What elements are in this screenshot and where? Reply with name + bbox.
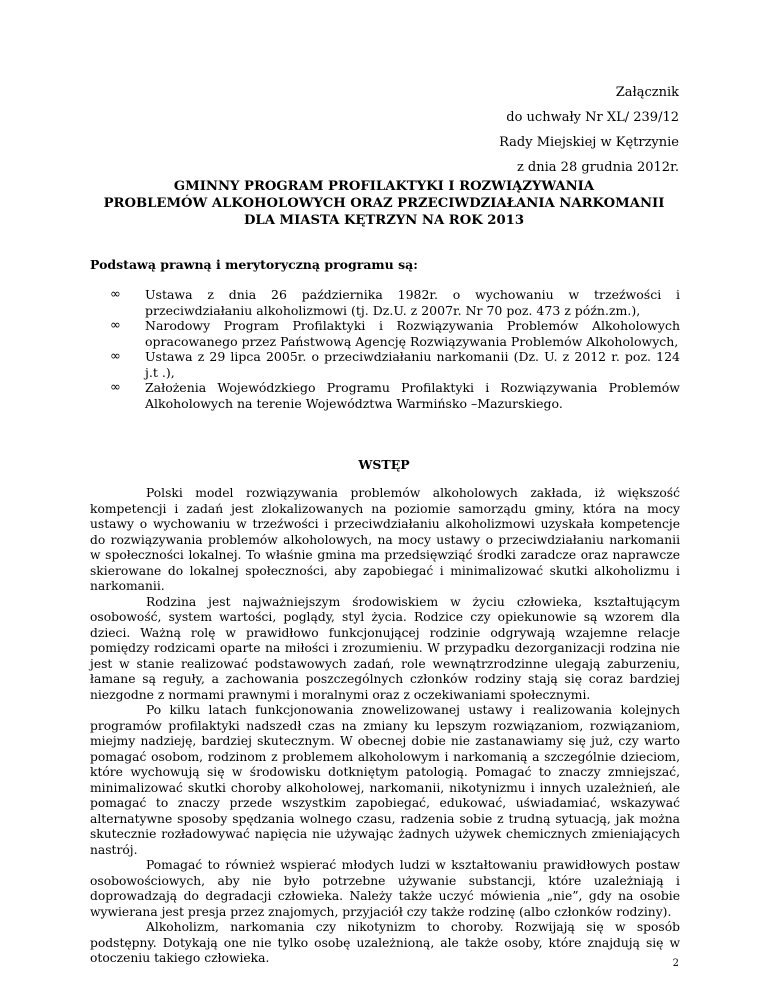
intro-heading: WSTĘP [358, 457, 410, 472]
attachment-label: Załącznik [615, 85, 679, 100]
infinity-bullet-icon: ∞ [110, 318, 121, 333]
list-item [90, 349, 680, 380]
paragraph: Po kilku latach funkcjonowania znowelizowanej ustawy i realizowania kolejnych programów profilaktyki nadszedł czas na zmiany ku lepszym rozwiązaniom, rozwiązaniom, miejmy nadzieję, bardziej skutecznym. W obecnej dobie nie zastanawiamy się już, czy warto pomagać osobom, rodzinom z problemem alkoholowym i narkomanią a szczególnie dzieciom, które wychowują się w środowisku dotkniętym patologią. Pomagać to znaczy zmniejszać, minimalizować skutki choroby alkoholowej, narkomanii, nikotynizmu i innych uzależnień, ale pomagać to znaczy przede wszystkim zapobiegać, edukować, uświadamiać, wskazywać alternatywne sposoby spędzania wolnego czasu, radzenia sobie z trudną sytuacją, jak można skutecznie rozładowywać napięcia nie używając żadnych używek chemicznych zmieniających nastrój. [90, 703, 680, 857]
paragraph: Pomagać to również wspierać młodych ludzi w kształtowaniu prawidłowych postaw osobowościowych, aby nie było potrzebne używanie substancji, które uzależniają i doprowadzają do degradacji człowieka. Należy także uczyć mówienia „nie”, gdy na osobie wywierana jest presja przez znajomych, przyjaciół czy także rodzinę (albo członków rodziny). [90, 858, 680, 919]
title-line: PROBLEMÓW ALKOHOLOWYCH ORAZ PRZECIWDZIAŁANIA NARKOMANII [103, 196, 665, 211]
title-line: GMINNY PROGRAM PROFILAKTYKI I ROZWIĄZYWANIA [173, 179, 595, 194]
paragraph: Rodzina jest najważniejszym środowiskiem w życiu człowieka, kształtującym osobowość, system wartości, poglądy, styl życia. Rodzice czy opiekunowie są wzorem dla dzieci. Ważną rolę w prawidłowo funkcjonującej rodzinie odgrywają wzajemne relacje pomiędzy rodzicami oparte na miłości i zrozumieniu. W przypadku dezorganizacji rodzina nie jest w stanie realizować podstawowych zadań, role wewnątrzrodzinne ulegają zaburzeniu, łamane są reguły, a zachowania poszczególnych członków rodziny stają się coraz bardziej niezgodne z normami prawnymi i moralnymi oraz z oczekiwaniami społecznymi. [90, 594, 680, 702]
list-item-text: Ustawa z 29 lipca 2005r. o przeciwdziałaniu narkomanii (Dz. U. z 2012 r. poz. 124 j.t .), [145, 349, 680, 380]
list-item-text: Ustawa z dnia 26 października 1982r. o wychowaniu w trzeźwości i przeciwdziałaniu alkoholizmowi (tj. Dz.U. z 2007r. Nr 70 poz. 473 z późn.zm.), [145, 287, 680, 318]
attachment-note [419, 80, 679, 180]
legal-basis-list [90, 287, 680, 411]
resolution-number: do uchwały Nr XL/ 239/12 [506, 110, 679, 125]
list-item [90, 380, 680, 411]
council-name: Rady Miejskiej w Kętrzynie [499, 135, 679, 150]
paragraph: Polski model rozwiązywania problemów alkoholowych zakłada, iż większość kompetencji i zadań jest zlokalizowanych na poziomie samorządu gminy, która na mocy ustawy o wychowaniu w trzeźwości i przeciwdziałaniu alkoholizmowi uzyskała kompetencje do rozwiązywania problemów alkoholowych, na mocy ustawy o przeciwdziałaniu narkomanii w społeczności lokalnej. To właśnie gmina ma przedsięwziąć środki zaradcze oraz naprawcze skierowane do lokalnej społeczności, aby zapobiegać i minimalizować skutki alkoholizmu i narkomanii. [90, 486, 680, 593]
intro-body [90, 486, 680, 967]
list-item [90, 318, 680, 349]
document-title [90, 178, 678, 229]
list-item-text: Narodowy Program Profilaktyki i Rozwiązywania Problemów Alkoholowych opracowanego przez Państwową Agencję Rozwiązywania Problemów Alkoholowych, [145, 318, 680, 349]
resolution-date: z dnia 28 grudnia 2012r. [516, 160, 679, 175]
list-item [90, 287, 680, 318]
title-line: DLA MIASTA KĘTRZYN NA ROK 2013 [243, 213, 525, 228]
legal-basis-heading: Podstawą prawną i merytoryczną programu są: [90, 257, 418, 272]
page-number: 2 [672, 958, 679, 969]
list-item-text: Założenia Wojewódzkiego Programu Profilaktyki i Rozwiązywania Problemów Alkoholowych na terenie Województwa Warmińsko –Mazurskiego. [145, 380, 680, 411]
infinity-bullet-icon: ∞ [110, 287, 121, 302]
infinity-bullet-icon: ∞ [110, 380, 121, 395]
paragraph: Alkoholizm, narkomania czy nikotynizm to choroby. Rozwijają się w sposób podstępny. Dotykają one nie tylko osobę uzależnioną, ale także osoby, które znajdują się w otoczeniu takiego człowieka. [90, 920, 680, 965]
infinity-bullet-icon: ∞ [110, 349, 121, 364]
